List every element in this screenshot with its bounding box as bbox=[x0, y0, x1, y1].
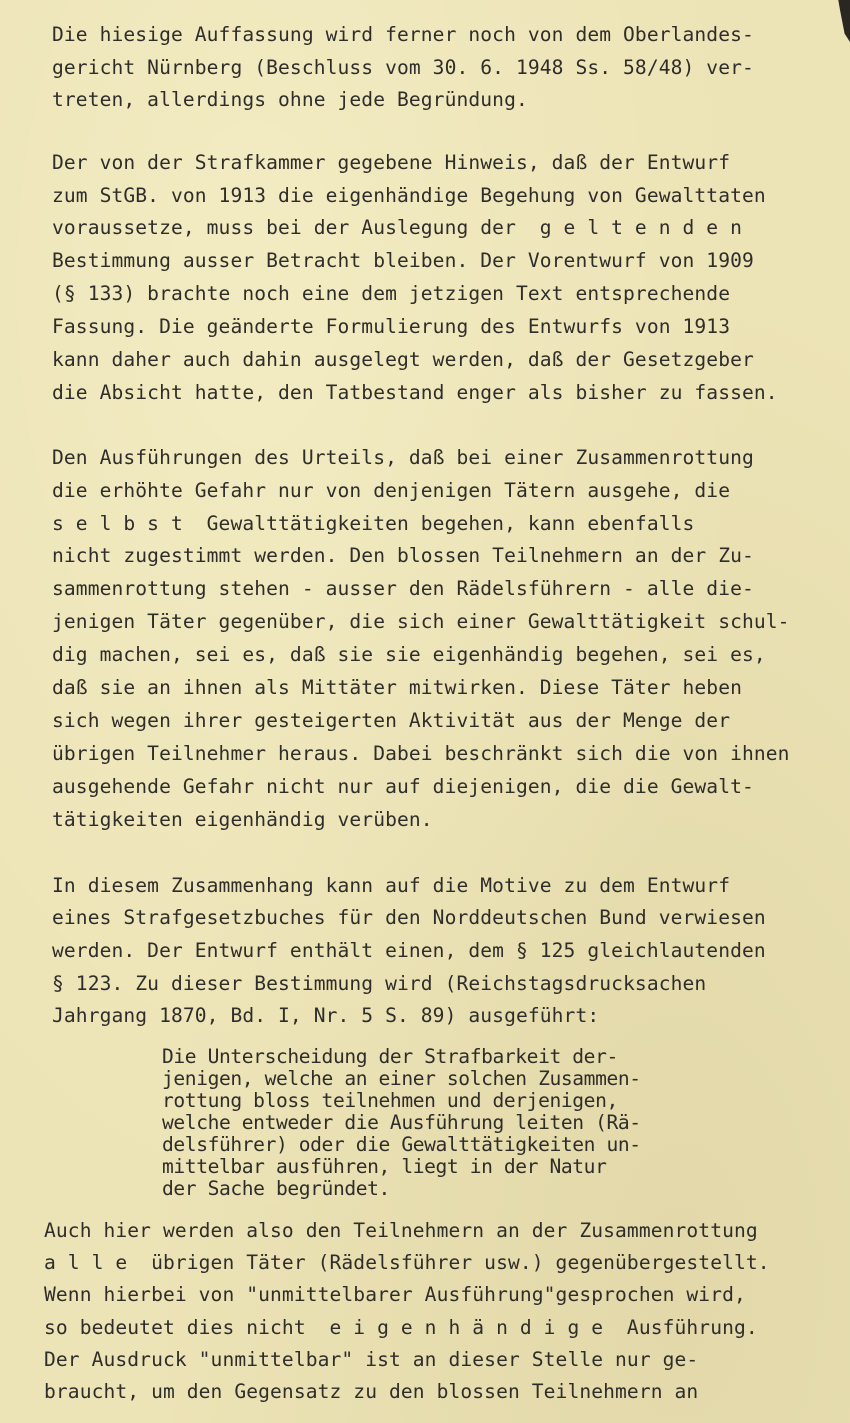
paragraph-5-line-2: a l l e übrigen Täter (Rädelsführer usw.) gegenübergestellt. bbox=[44, 1251, 770, 1274]
paragraph-2-line-5: (§ 133) brachte noch eine dem jetzigen Text entsprechende bbox=[52, 282, 731, 305]
paragraph-4-line-3: werden. Der Entwurf enthält einen, dem § 125 gleichlautenden bbox=[52, 939, 766, 962]
paragraph-3-line-7: dig machen, sei es, daß sie sie eigenhändig begehen, sei es, bbox=[52, 643, 766, 666]
paragraph-5-line-4: so bedeutet dies nicht e i g e n h ä n d i g e Ausführung. bbox=[44, 1316, 758, 1339]
quote-line-6: mittelbar ausführen, liegt in der Natur bbox=[162, 1155, 607, 1178]
paragraph-1-line-2: gericht Nürnberg (Beschluss vom 30. 6. 1948 Ss. 58/48) ver- bbox=[52, 56, 754, 79]
paragraph-2-line-3: voraussetze, muss bei der Auslegung der g e l t e n d e n bbox=[52, 216, 742, 239]
paragraph-2-line-7: kann daher auch dahin ausgelegt werden, daß der Gesetzgeber bbox=[52, 348, 754, 371]
paragraph-4-line-5: Jahrgang 1870, Bd. I, Nr. 5 S. 89) ausgeführt: bbox=[52, 1004, 600, 1027]
paragraph-2-line-8: die Absicht hatte, den Tatbestand enger als bisher zu fassen. bbox=[52, 381, 778, 404]
paragraph-5-line-5: Der Ausdruck "unmittelbar" ist an dieser Stelle nur ge- bbox=[44, 1348, 699, 1371]
paragraph-3-line-9: sich wegen ihrer gesteigerten Aktivität aus der Menge der bbox=[52, 709, 731, 732]
paragraph-1-line-3: treten, allerdings ohne jede Begründung. bbox=[52, 88, 528, 111]
paragraph-3-line-6: jenigen Täter gegenüber, die sich einer Gewalttätigkeit schul- bbox=[52, 610, 790, 633]
corner-ink-mark bbox=[832, 0, 850, 42]
paragraph-5-line-1: Auch hier werden also den Teilnehmern an der Zusammenrottung bbox=[44, 1219, 758, 1242]
paragraph-3-line-10: übrigen Teilnehmer heraus. Dabei beschränkt sich die von ihnen bbox=[52, 742, 790, 765]
quote-line-2: jenigen, welche an einer solchen Zusammen- bbox=[162, 1067, 641, 1090]
paragraph-3-line-11: ausgehende Gefahr nicht nur auf diejenigen, die die Gewalt- bbox=[52, 775, 754, 798]
paragraph-2-line-6: Fassung. Die geänderte Formulierung des Entwurfs von 1913 bbox=[52, 315, 731, 338]
quote-line-1: Die Unterscheidung der Strafbarkeit der- bbox=[162, 1045, 618, 1068]
paragraph-5-line-3: Wenn hierbei von "unmittelbarer Ausführung"gesprochen wird, bbox=[44, 1283, 746, 1306]
paragraph-2-line-4: Bestimmung ausser Betracht bleiben. Der Vorentwurf von 1909 bbox=[52, 249, 754, 272]
paragraph-5-line-6: braucht, um den Gegensatz zu den blossen Teilnehmern an bbox=[44, 1380, 699, 1403]
paragraph-3-line-2: die erhöhte Gefahr nur von denjenigen Tätern ausgehe, die bbox=[52, 479, 731, 502]
paragraph-2-line-2: zum StGB. von 1913 die eigenhändige Begehung von Gewalttaten bbox=[52, 184, 766, 207]
paragraph-1-line-1: Die hiesige Auffassung wird ferner noch von dem Oberlandes- bbox=[52, 23, 754, 46]
paragraph-2-line-1: Der von der Strafkammer gegebene Hinweis, daß der Entwurf bbox=[52, 151, 731, 174]
paragraph-4-line-1: In diesem Zusammenhang kann auf die Motive zu dem Entwurf bbox=[52, 874, 731, 897]
paragraph-3-line-5: sammenrottung stehen - ausser den Rädelsführern - alle die- bbox=[52, 577, 754, 600]
paragraph-3-line-4: nicht zugestimmt werden. Den blossen Teilnehmern an der Zu- bbox=[52, 544, 754, 567]
paragraph-4-line-4: § 123. Zu dieser Bestimmung wird (Reichstagsdrucksachen bbox=[52, 972, 707, 995]
paragraph-3-line-3: s e l b s t Gewalttätigkeiten begehen, kann ebenfalls bbox=[52, 512, 695, 535]
paragraph-3-line-8: daß sie an ihnen als Mittäter mitwirken. Diese Täter heben bbox=[52, 676, 742, 699]
paragraph-4-line-2: eines Strafgesetzbuches für den Norddeutschen Bund verwiesen bbox=[52, 906, 766, 929]
quote-line-5: delsführer) oder die Gewalttätigkeiten un- bbox=[162, 1133, 641, 1156]
quote-line-4: welche entweder die Ausführung leiten (Rä- bbox=[162, 1111, 641, 1134]
paragraph-3-line-1: Den Ausführungen des Urteils, daß bei einer Zusammenrottung bbox=[52, 446, 754, 469]
quote-line-3: rottung bloss teilnehmen und derjenigen, bbox=[162, 1089, 618, 1112]
paragraph-3-line-12: tätigkeiten eigenhändig verüben. bbox=[52, 808, 433, 831]
quote-line-7: der Sache begründet. bbox=[162, 1177, 390, 1200]
